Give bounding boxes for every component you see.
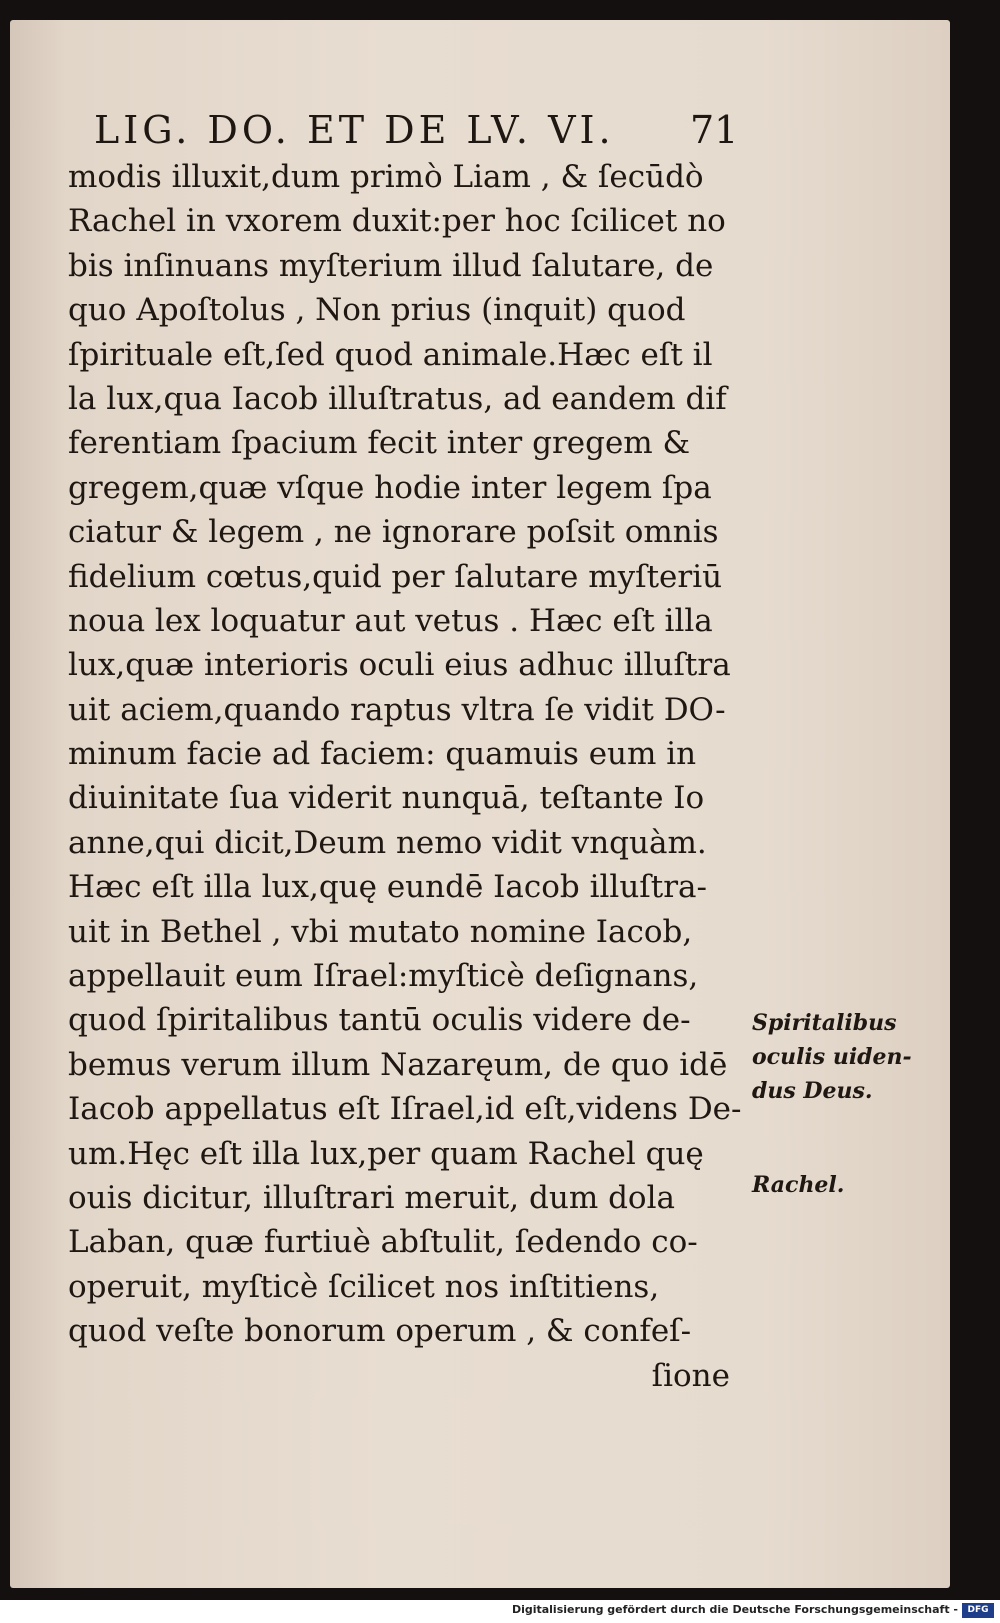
digitization-footer <box>0 1600 1000 1623</box>
text-line-6: la lux,qua Iacob illuſtratus, ad eandem dif <box>68 380 727 417</box>
text-line-22: Iacob appellatus eſt Iſrael,id eſt,videns De- <box>68 1091 742 1128</box>
text-line-13: uit aciem,quando raptus vltra ſe vidit DO- <box>68 691 726 728</box>
text-line-12: lux,quæ interioris oculi eius adhuc illuſtra <box>68 647 731 684</box>
text-line-26: operuit, myſticè ſcilicet nos inſtitiens, <box>68 1268 660 1305</box>
text-line-8: gregem,quæ vſque hodie inter legem ſpa <box>68 469 712 506</box>
catchword: ſione <box>651 1357 730 1394</box>
text-line-17: Hæc eſt illa lux,quę eundē Iacob illuſtra- <box>68 869 708 906</box>
text-line-20: quod ſpiritalibus tantū oculis videre de- <box>68 1002 691 1039</box>
marginal-note-line: Spiritalibus <box>752 1010 897 1036</box>
text-line-14: minum facie ad faciem: quamuis eum in <box>68 736 697 773</box>
marginal-note-line: oculis uiden- <box>752 1044 912 1070</box>
text-line-9: ciatur & legem , ne ignorare poſsit omnis <box>68 514 719 551</box>
text-line-15: diuinitate ſua viderit nunquā, teſtante Io <box>68 780 705 817</box>
text-line-7: ferentiam ſpacium fecit inter gregem & <box>68 425 691 462</box>
text-line-25: Laban, quæ furtiuè abſtulit, ſedendo co- <box>68 1224 698 1261</box>
page-number: 71 <box>690 108 739 152</box>
text-line-23: um.Hęc eſt illa lux,per quam Rachel quę <box>68 1135 704 1172</box>
marginal-note-line: dus Deus. <box>752 1078 873 1104</box>
marginal-note-rachel: Rachel. <box>752 1172 845 1198</box>
text-line-16: anne,qui dicit,Deum nemo vidit vnquàm. <box>68 824 707 861</box>
text-line-5: ſpirituale eſt,ſed quod animale.Hæc eſt il <box>68 336 713 373</box>
footer-credit: Digitalisierung gefördert durch die Deutsche Forschungsgemeinschaft - <box>511 1603 958 1616</box>
text-line-27: quod veſte bonorum operum , & confeſ- <box>68 1313 692 1350</box>
text-line-18: uit in Bethel , vbi mutato nomine Iacob, <box>68 913 693 950</box>
text-line-19: appellauit eum Iſrael:myſticè deſignans, <box>68 958 699 995</box>
running-title: LIG. DO. ET DE LV. VI. <box>94 108 615 152</box>
text-line-1: modis illuxit,dum primò Liam , & ſecūdò <box>68 159 704 195</box>
text-line-21: bemus verum illum Nazaręum, de quo idē <box>68 1046 728 1083</box>
text-line-2: Rachel in vxorem duxit:per hoc ſcilicet no <box>68 203 726 240</box>
text-line-11: noua lex loquatur aut vetus . Hæc eſt illa <box>68 602 713 639</box>
text-line-3: bis inſinuans myſterium illud ſalutare, de <box>68 247 714 284</box>
body-text <box>68 155 748 1398</box>
text-line-24: ouis dicitur, illuſtrari meruit, dum dola <box>68 1179 675 1216</box>
text-line-10: fidelium cœtus,quid per ſalutare myſteriū <box>68 558 723 595</box>
marginal-note-spiritalibus <box>752 1006 912 1108</box>
text-line-4: quo Apoſtolus , Non prius (inquit) quod <box>68 292 686 329</box>
dfg-logo-icon: DFG <box>962 1603 994 1618</box>
